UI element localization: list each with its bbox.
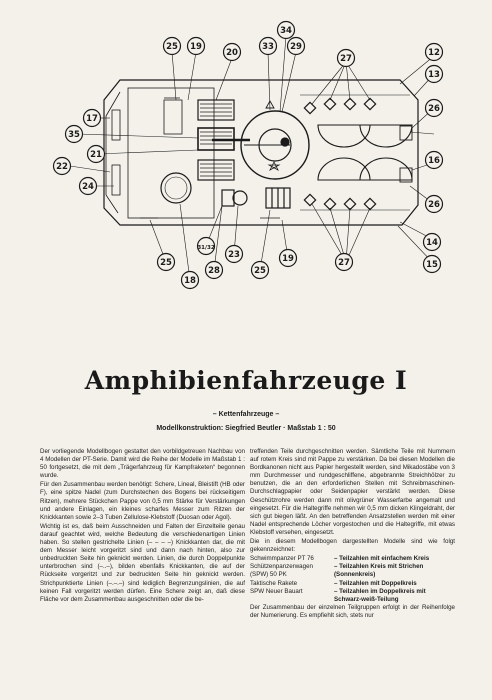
- paragraph-tools: Für den Zusammenbau werden benötigt: Schere, Lineal, Bleistift (HB oder F), eine spitze Nadel (zum Durchstechen des Bogens bei rückseitigem Ritzen), mehrere Stückchen Pappe von 0,5 mm Stärke für Verstärkungen und andere Einlagen, ein kleines scharfes Messer zum Ritzen der Knickkanten sowie 2–3 Tuben Zellulose-Klebstoff (Duosan oder Agol).: [40, 481, 245, 521]
- construction-credit: Modellkonstruktion: Siegfried Beutler · Maßstab 1 : 50: [156, 425, 336, 432]
- part-number-badge: [426, 44, 443, 61]
- model-desc: (Sonnenkreis): [334, 571, 376, 579]
- model-name: (SPW) 50 PK: [250, 571, 287, 579]
- paragraph-closing: Der Zusammenbau der einzelnen Teilgruppen erfolgt in der Reihenfolge der Numerierung. Es empfiehlt sich, stets nur: [250, 603, 455, 619]
- badge-label: 29: [290, 42, 302, 53]
- model-desc: – Teilzahlen mit Doppelkreis: [334, 579, 417, 587]
- badge-label: 25: [160, 258, 172, 269]
- part-number-badge: [164, 38, 181, 55]
- badge-label: 26: [428, 104, 440, 115]
- badge-label: 20: [226, 48, 238, 59]
- part-number-badge: [80, 178, 97, 195]
- part-number-badge: [260, 38, 277, 55]
- badge-label: 27: [340, 54, 352, 65]
- part-number-badge: [226, 246, 243, 263]
- badge-label: 14: [426, 238, 438, 249]
- badge-label: 18: [184, 276, 196, 287]
- badge-label: 17: [86, 114, 98, 125]
- badge-label: 27: [338, 258, 350, 269]
- badge-label: 25: [166, 42, 178, 53]
- model-name: Taktische Rakete: [250, 579, 298, 587]
- page-title: Amphibienfahrzeuge I: [84, 366, 408, 395]
- badge-label: 25: [254, 266, 266, 277]
- model-name: Schwimmpanzer PT 76: [250, 555, 314, 563]
- part-number-badge: [278, 22, 295, 39]
- part-number-badge: [426, 100, 443, 117]
- part-number-badge: [197, 238, 214, 255]
- badge-label: 13: [428, 70, 440, 81]
- paragraph-lines: Wichtig ist es, daß beim Ausschneiden und Falten der Einzelteile genau darauf geachtet wird, welche Bedeutung die verschiedenartigen Linien haben. So stellen gestrichelte Linien (– – – –) Knickkanten dar, die mit dem Messer leicht vorgeritzt sind und dann nach hinten, also zur unbedruckten Seite hin geknickt werden. Linien, die durch Doppelpunkte unterbrochen sind (–..–), bilden ebenfalls Knickkanten, die auf der Rückseite vorgeritzt und zur bedruckten Seite hin geknickt werden. Strichpunktierte Linien (–.–.–) sind lediglich Begrenzungslinien, die auf keinen Fall vorgeritzt werden dürfen. Eine Schere zeigt an, daß diese Fläche vor dem Zusammenbau ausgeschnitten oder die be-: [40, 522, 245, 603]
- part-number-badge: [288, 38, 305, 55]
- part-number-badge: [338, 50, 355, 67]
- paragraph-models-intro: Die in diesem Modellbogen dargestellten Modelle sind wie folgt gekennzeichnet:: [250, 538, 455, 554]
- badge-label: 33: [262, 42, 274, 53]
- subtitle: – Kettenfahrzeuge –: [212, 411, 280, 418]
- part-number-badge: [206, 262, 223, 279]
- vehicle-top-view: [0, 0, 492, 330]
- model-row: [250, 571, 455, 579]
- badge-label: 19: [190, 42, 202, 53]
- part-number-badge: [252, 262, 269, 279]
- model-name: Schützenpanzerwagen: [250, 563, 313, 571]
- model-desc: Schwarz-weiß-Teilung: [334, 595, 399, 603]
- badge-label: 19: [282, 254, 294, 265]
- model-desc: – Teilzahlen mit einfachem Kreis: [334, 555, 430, 563]
- badge-label: 12: [428, 48, 440, 59]
- badge-label: 34: [280, 26, 292, 37]
- paragraph-parts: treffenden Teile durchgeschnitten werden. Sämtliche Teile mit Nummern auf rotem Kreis sind mit Pappe zu verstärken. Da bei diesen Modellen die Bordkanonen nicht aus Papier hergestellt werden, sind Mikadostäbe von 3 mm Durchmesser und rundgeschliffene, abgebrannte Streichhölzer zu benutzen, die an den erforderlichen Stellen mit Schreibmaschinen-Durchschlagpapier oder Seidenpapier verstärkt werden. Diese Geschützrohre werden dann mit olivgrüner Wasserfarbe angemalt und eingesetzt. Für die Haltegriffe nehmen wir 0,5 mm dicken Klingeldraht, der sich gut biegen läßt. An den betreffenden Ansatzstellen werden mit einer Nadel entsprechende Löcher vorgestochen und die Haltegriffe, mit etwas Klebstoff versehen, eingesetzt.: [250, 448, 455, 536]
- instructions-right-column: [250, 448, 455, 621]
- model-desc: – Teilzahlen im Doppelkreis mit: [334, 587, 426, 595]
- part-number-badge: [158, 254, 175, 271]
- model-row: [250, 580, 455, 588]
- part-number-badge: [424, 256, 441, 273]
- badge-label: 16: [428, 156, 440, 167]
- part-number-badge: [188, 38, 205, 55]
- part-number-badge: [426, 66, 443, 83]
- badge-label: 24: [82, 182, 94, 193]
- assembly-diagram: [0, 0, 492, 330]
- badge-label: 23: [228, 250, 240, 261]
- part-number-badge: [280, 250, 297, 267]
- part-number-badge: [336, 254, 353, 271]
- part-number-badge: [66, 126, 83, 143]
- instructions-left-column: [40, 448, 245, 605]
- part-number-badge: [426, 152, 443, 169]
- part-number-badge: [88, 146, 105, 163]
- model-name: [250, 596, 334, 604]
- part-number-badge: [426, 196, 443, 213]
- badge-label: 35: [68, 130, 80, 141]
- model-desc: – Teilzahlen Kreis mit Strichen: [334, 563, 424, 571]
- badge-label: 31/32: [197, 245, 215, 252]
- part-number-badge: [84, 110, 101, 127]
- part-number-badge: [424, 234, 441, 251]
- model-row: [250, 588, 455, 596]
- badge-label: 22: [56, 162, 68, 173]
- model-row: [250, 563, 455, 571]
- badge-label: 21: [90, 150, 102, 161]
- model-name: SPW Neuer Bauart: [250, 587, 303, 595]
- part-number-badge: [54, 158, 71, 175]
- model-legend: [250, 555, 455, 604]
- model-row: [250, 555, 455, 563]
- badge-label: 26: [428, 200, 440, 211]
- badge-label: 28: [208, 266, 220, 277]
- paragraph-intro: Der vorliegende Modellbogen gestattet den vorbildgetreuen Nachbau von 4 Modellen der PT-Serie. Damit wird die Reihe der Modelle im Maßstab 1 : 50 fortgesetzt, die mit dem „Trägerfahrzeug für Kampfraketen“ begonnen wurde.: [40, 448, 245, 480]
- part-number-badge: [182, 272, 199, 289]
- part-number-badge: [224, 44, 241, 61]
- model-row: [250, 596, 455, 604]
- badge-label: 15: [426, 260, 438, 271]
